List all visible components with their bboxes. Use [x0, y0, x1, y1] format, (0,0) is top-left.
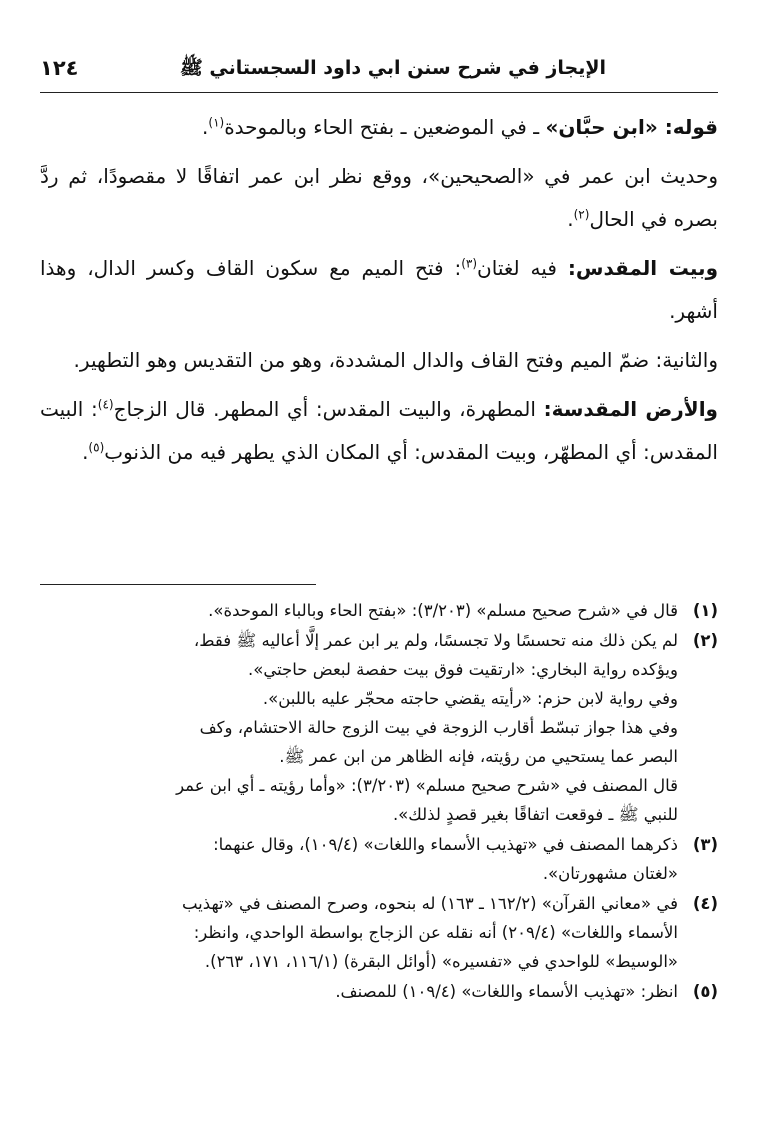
text: وحديث ابن عمر في «الصحيحين»، ووقع نظر ابن عمر اتفاقًا لا مقصودًا، ثم ردَّ بصره في الحال [40, 164, 718, 231]
footnote-line: ويؤكده رواية البخاري: «ارتقيت فوق بيت حفصة لبعض حاجتي». [247, 660, 678, 679]
text: والثانية: ضمّ الميم وفتح القاف والدال المشددة، وهو من التقديس وهو التطهير. [73, 348, 718, 372]
page-number: ١٢٤ [40, 56, 79, 80]
footnote-4 [40, 889, 718, 976]
text: : فتح الميم مع سكون القاف وكسر الدال، وهذا أشهر. [40, 256, 718, 323]
footnote-ref: (٣) [461, 256, 478, 271]
footnote-rule [40, 584, 316, 585]
keyword: والأرض المقدسة: [543, 397, 718, 421]
paragraph-4 [40, 339, 718, 382]
footnote-line: للنبي ﷺ ـ فوقعت اتفاقًا بغير قصدٍ لذلك». [392, 805, 678, 824]
text: : البيت المقدس: أي المطهّر، وبيت المقدس: أي المكان الذي يطهر فيه من الذنوب [40, 397, 718, 464]
footnote-5 [40, 977, 718, 1006]
text: . [567, 207, 574, 231]
text: ـ في الموضعين ـ بفتح الحاء وبالموحدة [224, 115, 546, 139]
footnote-2 [40, 626, 718, 829]
footnote-3 [40, 830, 718, 888]
footnote-line: انظر: «تهذيب الأسماء واللغات» (١٠٩/٤) للمصنف. [335, 982, 678, 1001]
footnote-ref: (٥) [88, 440, 105, 455]
footnote-line: ذكرهما المصنف في «تهذيب الأسماء واللغات» (١٠٩/٤)، وقال عنهما: [213, 835, 678, 854]
footnote-ref: (١) [208, 115, 225, 130]
paragraph-1 [40, 106, 718, 149]
text: . [82, 440, 89, 464]
footnote-line: «لغتان مشهورتان». [542, 864, 678, 883]
paragraph-5 [40, 388, 718, 474]
main-text [40, 106, 718, 480]
footnote-line: «الوسيط» للواحدي في «تفسيره» (أوائل البقرة) (١١٦/١، ١٧١، ٢٦٣). [204, 952, 678, 971]
footnote-line: قال في «شرح صحيح مسلم» (٣/٢٠٣): «بفتح الحاء وبالباء الموحدة». [208, 601, 678, 620]
footnote-number: (٥) [692, 982, 718, 1001]
footnote-1 [40, 596, 718, 625]
text: المطهرة، والبيت المقدس: أي المطهر. قال الزجاج [113, 397, 544, 421]
keyword: قوله: «ابن حبَّان» [545, 115, 718, 139]
header-rule [40, 92, 718, 93]
footnote-line: قال المصنف في «شرح صحيح مسلم» (٣/٢٠٣): «وأما رؤيته ـ أي ابن عمر [176, 776, 678, 795]
text: . [202, 115, 209, 139]
footnote-number: (٣) [692, 835, 718, 854]
footnote-ref: (٢) [573, 207, 590, 222]
footnote-number: (٢) [692, 631, 718, 650]
footnotes [40, 596, 718, 1007]
text: فيه لغتان [477, 256, 568, 280]
keyword: وبيت المقدس: [567, 256, 718, 280]
paragraph-2 [40, 155, 718, 241]
running-title: الإيجاز في شرح سنن ابي داود السجستاني ﷺ [179, 57, 606, 79]
footnote-line: الأسماء واللغات» (٢٠٩/٤) أنه نقله عن الزجاج بواسطة الواحدي، وانظر: [193, 923, 678, 942]
footnote-number: (٤) [692, 894, 718, 913]
footnote-line: البصر عما يستحيي من رؤيته، فإنه الظاهر من ابن عمر ﷺ. [279, 747, 678, 766]
footnote-number: (١) [692, 601, 718, 620]
page-header [40, 50, 718, 90]
footnote-line: لم يكن ذلك منه تحسسًا ولا تجسسًا، ولم ير ابن عمر إلَّا أعاليه ﷺ فقط، [193, 631, 678, 650]
footnote-line: في «معاني القرآن» (١٦٢/٢ ـ ١٦٣) له بنحوه، وصرح المصنف في «تهذيب [181, 894, 678, 913]
footnote-line: وفي رواية لابن حزم: «رأيته يقضي حاجته محجّر عليه باللبن». [262, 689, 678, 708]
footnote-ref: (٤) [97, 397, 114, 412]
paragraph-3 [40, 247, 718, 333]
footnote-line: وفي هذا جواز تبسّط أقارب الزوجة في بيت الزوج حالة الاحتشام، وكف [199, 718, 678, 737]
